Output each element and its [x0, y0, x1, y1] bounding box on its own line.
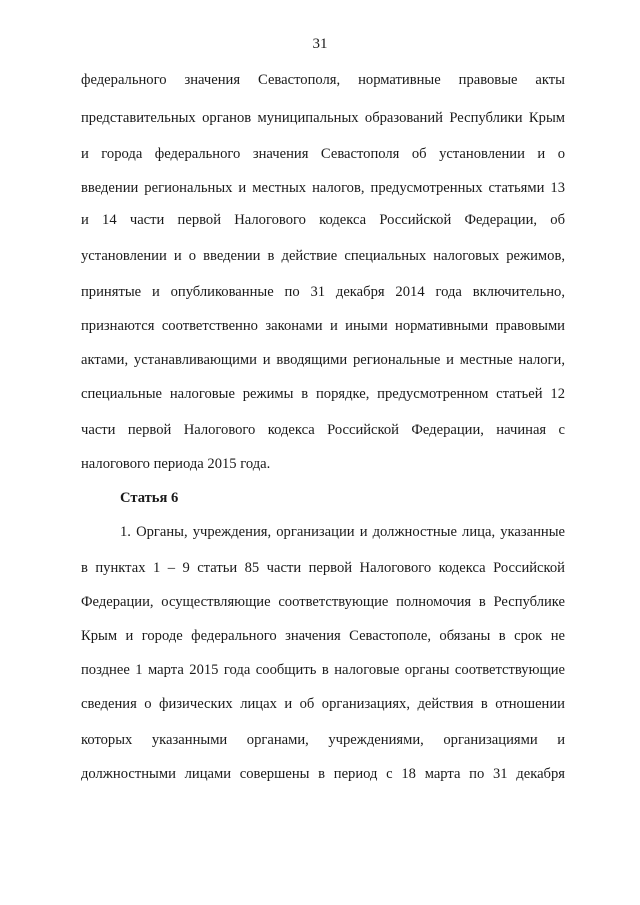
text-line: Федерации, осуществляющие соответствующие полномочия в Республике — [81, 594, 565, 610]
text-line: принятые и опубликованные по 31 декабря 2014 года включительно, — [81, 284, 565, 300]
text-line: признаются соответственно законами и иными нормативными правовыми — [81, 318, 565, 334]
text-line: части первой Налогового кодекса Российской Федерации, начиная с — [81, 422, 565, 438]
text-line: которых указанными органами, учреждениями, организациями и — [81, 732, 565, 748]
text-line: налогового периода 2015 года. — [81, 456, 271, 472]
text-line: позднее 1 марта 2015 года сообщить в налоговые органы соответствующие — [81, 662, 565, 678]
text-line: 1. Органы, учреждения, организации и должностные лица, указанные — [120, 524, 565, 540]
text-line: сведения о физических лицах и об организациях, действия в отношении — [81, 696, 565, 712]
text-line: установлении и о введении в действие специальных налоговых режимов, — [81, 248, 565, 264]
text-line: в пунктах 1 – 9 статьи 85 части первой Налогового кодекса Российской — [81, 560, 565, 576]
article-heading: Статья 6 — [120, 490, 179, 506]
text-line: и 14 части первой Налогового кодекса Российской Федерации, об — [81, 212, 565, 228]
text-line: и города федерального значения Севастополя об установлении и о — [81, 146, 565, 162]
text-line: федерального значения Севастополя, нормативные правовые акты — [81, 72, 565, 88]
text-line: должностными лицами совершены в период с 18 марта по 31 декабря — [81, 766, 565, 782]
text-line: представительных органов муниципальных образований Республики Крым — [81, 110, 565, 126]
text-line: Крым и городе федерального значения Севастополе, обязаны в срок не — [81, 628, 565, 644]
text-line: актами, устанавливающими и вводящими региональные и местные налоги, — [81, 352, 565, 368]
text-line: введении региональных и местных налогов, предусмотренных статьями 13 — [81, 180, 565, 196]
page-number: 31 — [312, 36, 328, 52]
text-line: специальные налоговые режимы в порядке, предусмотренном статьей 12 — [81, 386, 565, 402]
